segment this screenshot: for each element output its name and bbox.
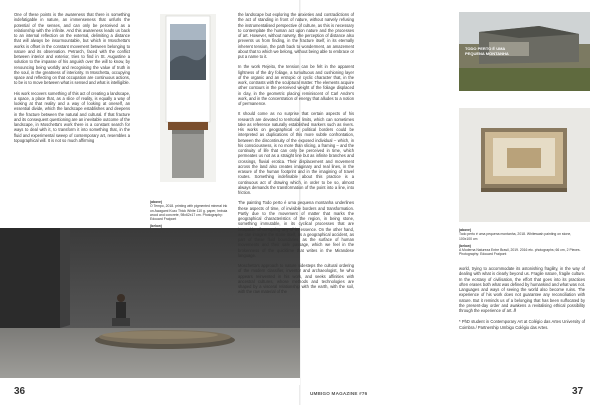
caption-right bbox=[459, 228, 583, 257]
caption-text: A Moderna Natureza Entre Brasil, 2019. 2016 etc. photographs; 66 cm, 2 Pieces. Photography: Edouard Fraipont bbox=[459, 248, 581, 257]
paragraph-text: world, trying to accommodate its astonishing fragility, in the way of dealing with what is clearly beyond us. Fragile nature, fragile culture. In the ecstasy of civilisation, the effort that goes into its practices often erases both what was defined by humankind and what was not. Languages and ways of seeing the world also become ruins. The experience of his work does not guarantee any reconciliation with nature. But it reminds us of a belonging that has been suffocated by the present-day order and awakens a revitalising ethical possibility through the experience of art. bbox=[459, 266, 585, 313]
paragraph: The painting Todo perto é uma pequena montanha underlines these aspects of time, of invisible borders and transformation. Partly due to the movement of matter that marks the geographical characteristics of the region, in being stone, something immutable, in its cyclical processes that are incapable of corrupting any of its essence. On the other hand, we can imagine the stone itself, as a geographical accident, as part of these fluid boundaries, as the surface of human movements and their safe passage, which we feel in the brokenness of the quicklime that writes in the Mirandese language. bbox=[238, 200, 354, 258]
left-column bbox=[14, 12, 130, 148]
footer-label: UMBIGO MAGAZINE #76 bbox=[310, 391, 368, 396]
right-column bbox=[459, 266, 585, 335]
caption-heading: (below) bbox=[150, 224, 162, 229]
paragraph: It should come as no surprise that certain aspects of his research are devoted to territorial limits, which can sometimes take as reference naturally established markers such as rivers. His works on geographical or political borders could be interpreted as duplications of this more subtle confrontation, between the discontinuity of the exposed individual – which, in his consciousness, is no more than slicing, a framing – and the continuity of life that can only be perceived in time, which permeates us not as a straight line but as infinite branches and crossings, fluvial erotica. Their displacement and movement across the land also creates imaginary and real lines, in the erasure of the human footprint and in the imagining of travel routes. Something indefinable about this practice is a continuous act of drawing which, in order to be so, almost always demands the transformation of the point into a line, into friction. bbox=[238, 111, 354, 195]
caption-text: Todo perto é uma pequena montanha, 2018. Whitewash painting on stone, 100x100 cm bbox=[459, 232, 572, 241]
paragraph bbox=[459, 266, 585, 313]
footnote: * PhD student in Contemporary Art at Colégio das Artes University of Coimbra / Partnership Umbigo Colégio das Artes. bbox=[459, 319, 585, 330]
caption-heading: (above) bbox=[150, 200, 163, 204]
paragraph: the landscape but exploring the anxieties and contradictions of the act of standing in front of nature, without naïvely refusing the instrumentalised perspective of culture, as this is necessary to contemplate the human act upon nature and the processes of art. However, without naïvety, the perception of distance also prevents us from finding, in the fracture itself, in its eternally inherent tension, the path back to wonderment, an amazement about that to which we belong, without being able to embrace or put a name to it. bbox=[238, 12, 354, 59]
page-number-left: 36 bbox=[14, 386, 26, 397]
photo-overlay-text: TODO PERTO É UMA PEQUENA MONTANHA bbox=[465, 46, 509, 56]
caption-heading: (below) bbox=[459, 243, 471, 248]
caption-heading: (above) bbox=[459, 228, 472, 232]
caption-text: O Tempo, 2018. printing with pigmented mineral ink on Awagami Kozo Thick White 110 g. paper, Imbuia wood and concrete, 98x62x17 cm. Photography: Edouard Fraipont bbox=[150, 204, 228, 222]
paragraph: Moschetta's approach to nature sidesteps the cultural ordering of the modern classifier, inventor and archaeologist, he who appears reinvented in his work, and seeks affinities with ancestral cultures, whose methods and technologies are shaped by a visceral relationship with the earth, with the soil, with the raw material of the bbox=[238, 263, 354, 295]
paragraph: One of these points is the awareness that there is something indefatigable in nature, an immenseness that unfurls the potential of the senses, and can only be perceived as a relationship with the infinite. And this awareness leads us back to an internal reflection on the external, delimiting a distance that will always be insurmountable, but which in Moschetta's works is offset in the constant movement between belonging to nature and its observation. Petrarch, faced with the conflict between interior and exterior, tries to find in St. Augustine a solution to the impasse of his anguish over the will to know, by renouncing being worldly and recognising the value of truth in the soul, in the greatness of interiority. In Moschetta, occupying space and reflecting on that occupation are continuous actions, to be is to move between what is sensed and what is intelligible. bbox=[14, 12, 130, 86]
installation-photo bbox=[459, 108, 590, 222]
end-mark: // bbox=[513, 308, 516, 313]
middle-column bbox=[238, 12, 354, 300]
artwork-photo-o-tempo bbox=[160, 14, 216, 182]
page-number-right: 37 bbox=[572, 386, 584, 397]
paragraph: His work recovers something of this act of creating a landscape, a space, a place that, as a slice of reality, is equally a way of looking at that reality and a way of looking at oneself, an essential divide, which the landscape establishes and deepens in the fracture between the natural and cultural. If that fracture and its consequent questioning are an inevitable outcome of the landscape, in Moschetta's work there is a constant search for ways to deal with it, to transform it into something that, in the fluid and experimental sweep of contemporary art, resembles a topographical will. It is not so much affirming bbox=[14, 90, 130, 143]
landscape-photo bbox=[459, 12, 590, 91]
paragraph: In the work Rejeito, the tension can be felt in the apparent lightness of the dry foliage, a tumultuous and cushioning layer of the organic and an entropic or cyclic character that, in the work, contrasts with the sculptural matter. The elements acquire other contours in the perceived weight of the foliage displaced in clay, in the geometric placing reminiscent of Carl Andre's work, and in the concentration of energy that alludes to a notion of permanence. bbox=[238, 64, 354, 106]
